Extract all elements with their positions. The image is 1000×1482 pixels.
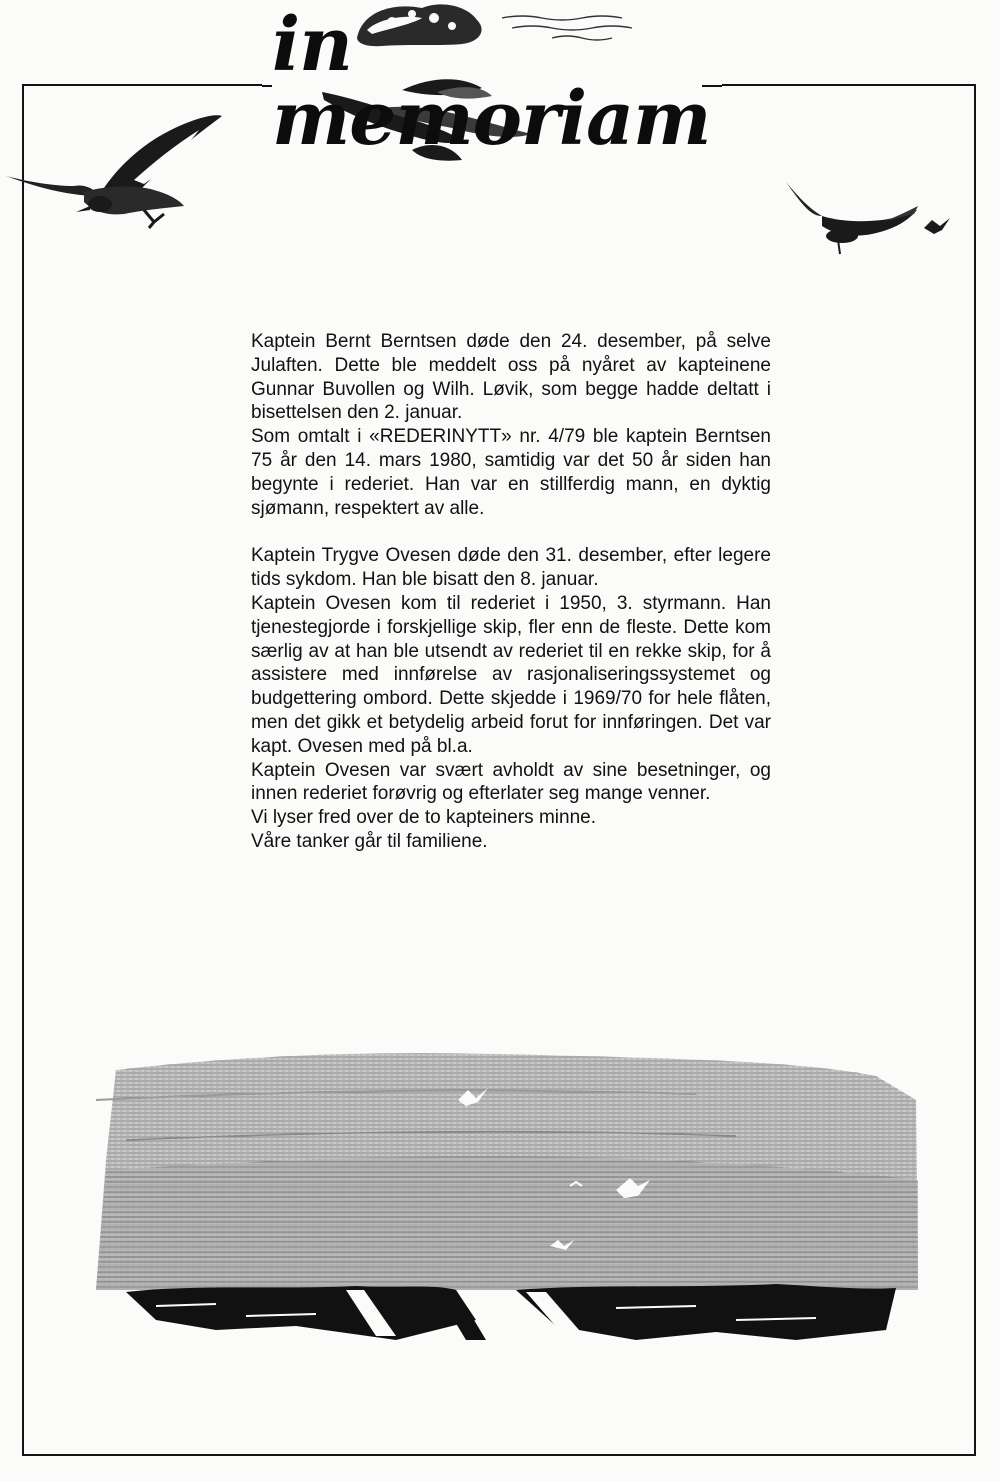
seagull-icon bbox=[782, 178, 962, 258]
title-block bbox=[262, 0, 722, 165]
memorial-article bbox=[251, 330, 771, 854]
paragraph-ovesen: Kaptein Trygve Ovesen døde den 31. desember, efter legere tids sykdom. Han ble bisatt den 8. januar. Kaptein Ovesen kom til rederiet i 1950, 3. styrmann. Han tjenestegjorde i forskjellige skip, fler enn de fleste. Dette kom særlig av at han ble utsendt av rederiet til en rekke skip, for å assistere med innførelse av rasjonaliseringssystemet og budgettering ombord. Dette skjedde i 1969/70 for hele flåten, men det gikk et betydelig arbeid forut for innføringen. Det var kapt. Ovesen med på bl.a. Kaptein Ovesen var svært avholdt av sine besetninger, og innen rederiet forøvrig og efterlater seg mange venner. Vi lyser fred over de to kapteiners minne. Våre tanker går til familiene. bbox=[251, 545, 771, 852]
page-title: in memoriam bbox=[272, 2, 711, 162]
paragraph-berntsen: Kaptein Bernt Berntsen døde den 24. desember, på selve Julaften. Dette ble meddelt oss på nyåret av kapteinene Gunnar Buvollen og Wilh. Løvik, som begge hadde deltatt i bisettelsen den 2. januar. Som omtalt i «REDERINYTT» nr. 4/79 ble kaptein Berntsen 75 år den 14. mars 1980, samtidig var det 50 år siden han begynte i rederiet. Han var en stillferdig mann, en dyktig sjømann, respektert av alle. bbox=[251, 331, 771, 519]
seascape-illustration bbox=[96, 1040, 926, 1340]
seagull-icon bbox=[4, 110, 234, 250]
